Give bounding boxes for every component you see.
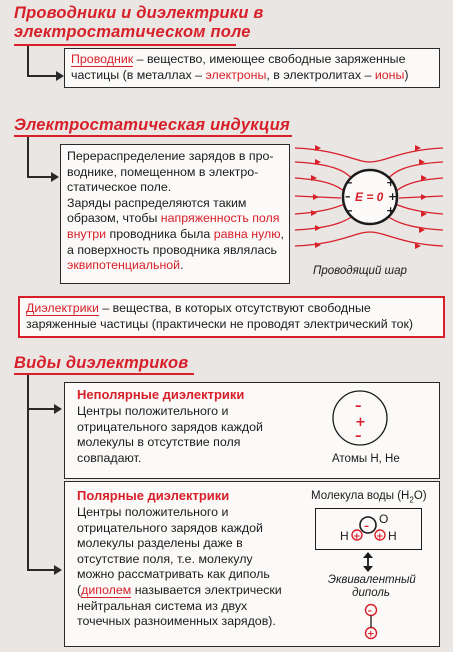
polar-line — [77, 583, 282, 599]
equivalent-caption-line: диполь — [352, 587, 390, 599]
induction-text: образом, чтобы — [67, 211, 161, 226]
connector-line — [27, 75, 57, 77]
connector-line — [27, 176, 52, 178]
conductor-definition-box — [64, 48, 440, 88]
induction-text-box — [60, 144, 290, 284]
svg-text:+: + — [367, 629, 375, 640]
nonpolar-line: Центры положительного и — [77, 404, 229, 418]
double-arrow-icon — [362, 551, 374, 573]
nonpolar-title: Неполярные диэлектрики — [77, 387, 245, 402]
atom-label-h: H — [340, 529, 349, 543]
polar-line: можно рассматривать как диполь — [77, 567, 270, 582]
water-molecule-caption — [311, 490, 427, 504]
polar-line: точечных разноименных зарядов). — [77, 614, 276, 629]
term-inside: внутри — [67, 226, 107, 241]
connector-line — [27, 375, 29, 570]
svg-text:+: + — [355, 415, 366, 430]
atom-label-o: O — [379, 512, 389, 526]
induction-line: статическое поле. — [67, 180, 172, 195]
term-equipotential: эквипотенциальной — [67, 258, 181, 273]
title-underline — [14, 135, 292, 137]
dielectric-definition-box — [18, 296, 445, 338]
induction-line: Заряды распределяются таким — [67, 195, 247, 210]
term-conductor: Проводник — [71, 52, 134, 66]
nonpolar-line: отрицательного зарядов каждой — [77, 419, 263, 434]
term-electrons: электроны — [205, 68, 267, 82]
svg-text:–: – — [355, 399, 362, 414]
svg-text:+: + — [376, 532, 384, 542]
dipole-icon — [361, 602, 381, 642]
term-field-strength: напряженность поля — [160, 211, 280, 226]
definition-text: – вещество, имеющее свободные заряженные — [133, 52, 406, 66]
connector-line — [27, 569, 55, 571]
term-ions: ионы — [374, 68, 405, 82]
polar-line: нейтральная система из двух — [77, 598, 248, 613]
svg-text:–: – — [367, 606, 372, 617]
connector-arrow-icon — [54, 404, 64, 414]
induction-line — [67, 258, 284, 274]
polar-line: Центры положительного и — [77, 505, 229, 519]
atom-label-h: H — [388, 529, 397, 543]
term-dielectrics: Диэлектрики — [26, 301, 99, 315]
section-title-conductors — [14, 4, 264, 42]
water-caption-text: O) — [413, 490, 427, 502]
polar-line: молекулы разделены даже в — [77, 536, 243, 551]
atom-icon — [330, 388, 390, 448]
induction-line — [67, 227, 284, 243]
connector-line — [27, 408, 55, 410]
induction-text: проводника была — [106, 226, 214, 241]
svg-text:–: – — [347, 176, 353, 189]
polar-line: отсутствие поля, т.е. молекулу — [77, 551, 253, 566]
svg-text:–: – — [345, 190, 351, 203]
svg-text:+: + — [388, 190, 398, 203]
svg-text:+: + — [353, 532, 361, 542]
induction-text: , — [280, 226, 284, 241]
equivalent-dipole-caption — [328, 574, 414, 600]
induction-line: воднике, помещенном в электро- — [67, 164, 259, 179]
water-caption-subscript: 2 — [409, 495, 414, 505]
section-title-line2: электростатическом поле — [14, 23, 251, 41]
svg-text:–: – — [364, 521, 369, 532]
section-title-line1: Проводники и диэлектрики в — [14, 4, 264, 22]
nonpolar-line: молекулы в отсутствие поля — [77, 435, 241, 450]
polar-dielectrics-box — [64, 481, 440, 647]
polar-title: Полярные диэлектрики — [77, 488, 230, 503]
induction-line: а поверхность проводника являлась — [67, 242, 278, 257]
svg-text:–: – — [355, 429, 362, 444]
water-molecule-icon — [316, 509, 421, 549]
term-equals-zero: равна нулю — [213, 226, 281, 241]
definition-text: заряженные частицы (практически не проводят электрический ток) — [26, 317, 414, 331]
section-title-induction: Электростатическая индукция — [14, 116, 290, 134]
induction-line: Перераспределение зарядов в про- — [67, 149, 274, 163]
svg-text:–: – — [347, 204, 353, 217]
connector-line — [27, 137, 29, 177]
induction-line — [67, 211, 284, 227]
definition-text: частицы (в металлах – — [71, 68, 206, 82]
title-underline — [14, 44, 236, 46]
equivalent-caption-line: Эквивалентный — [328, 574, 416, 586]
svg-text:+: + — [386, 176, 396, 189]
nonpolar-dielectrics-box — [64, 382, 440, 479]
polar-text: ( — [77, 582, 82, 597]
figure-caption-sphere: Проводящий шар — [313, 265, 407, 277]
induction-text: . — [180, 258, 184, 273]
atoms-caption: Атомы H, He — [332, 453, 400, 465]
title-underline — [14, 373, 194, 375]
term-dipole: диполем — [81, 582, 132, 597]
polar-text: называется электрически — [131, 582, 282, 597]
connector-line — [27, 46, 29, 76]
connector-arrow-icon — [54, 565, 64, 575]
definition-text: – вещества, в которых отсутствуют свободные — [98, 301, 371, 315]
nonpolar-line: совпадают. — [77, 450, 142, 465]
section-title-dielectric-types: Виды диэлектриков — [14, 354, 189, 372]
definition-text: ) — [404, 68, 409, 82]
svg-text:+: + — [386, 204, 396, 217]
water-caption-text: Молекула воды (H — [311, 490, 410, 502]
water-molecule-frame — [315, 508, 422, 550]
field-zero-label: E = 0 — [355, 190, 384, 204]
definition-text: , в электролитах – — [266, 68, 375, 82]
polar-line: отрицательного зарядов каждой — [77, 520, 263, 535]
